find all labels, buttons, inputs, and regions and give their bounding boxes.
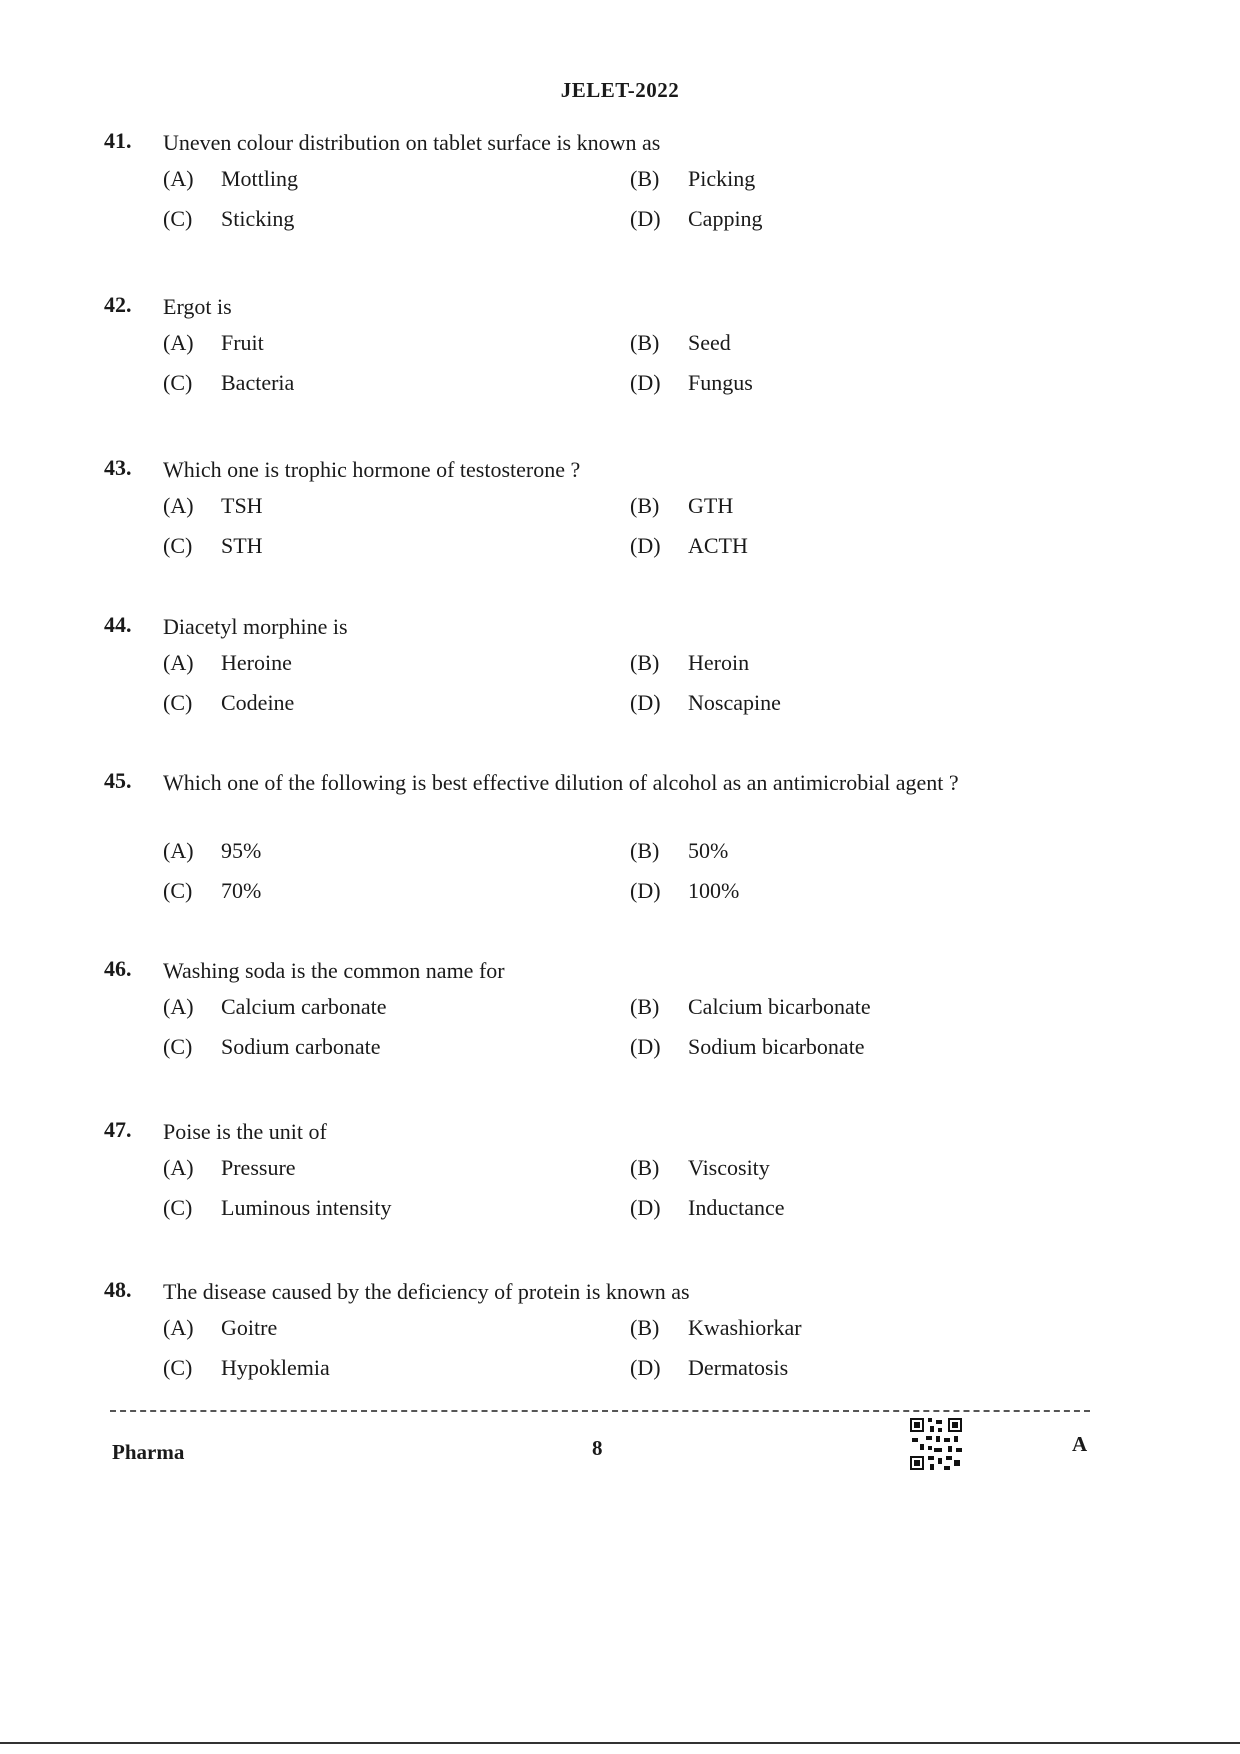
option-text: Noscapine bbox=[688, 690, 781, 715]
option-label: (B) bbox=[630, 1155, 660, 1180]
option-d bbox=[630, 370, 753, 396]
option-label: (C) bbox=[163, 1195, 193, 1220]
question-41 bbox=[0, 128, 1240, 231]
option-label: (B) bbox=[630, 330, 660, 355]
option-label: (A) bbox=[163, 1315, 194, 1340]
option-label: (C) bbox=[163, 878, 193, 903]
option-text: Heroin bbox=[688, 650, 750, 675]
option-text: Pressure bbox=[221, 1155, 296, 1180]
question-46 bbox=[0, 956, 1240, 1059]
question-text: Poise is the unit of bbox=[163, 1119, 327, 1144]
question-text: Uneven colour distribution on tablet surface is known as bbox=[163, 130, 661, 155]
option-text: STH bbox=[221, 533, 263, 558]
option-label: (D) bbox=[630, 878, 661, 903]
option-text: Fungus bbox=[688, 370, 753, 395]
option-label: (B) bbox=[630, 838, 660, 863]
option-d bbox=[630, 1195, 785, 1221]
option-text: 100% bbox=[688, 878, 740, 903]
option-b bbox=[630, 1315, 802, 1341]
option-label: (A) bbox=[163, 1155, 194, 1180]
option-text: GTH bbox=[688, 493, 734, 518]
option-text: Bacteria bbox=[221, 370, 295, 395]
question-text: Diacetyl morphine is bbox=[163, 614, 348, 639]
option-b bbox=[630, 330, 731, 356]
question-47 bbox=[0, 1117, 1240, 1220]
option-a bbox=[163, 994, 387, 1020]
option-a bbox=[163, 1155, 296, 1181]
question-42 bbox=[0, 292, 1240, 395]
option-a bbox=[163, 838, 261, 864]
option-label: (C) bbox=[163, 533, 193, 558]
option-label: (D) bbox=[630, 1355, 661, 1380]
option-text: Codeine bbox=[221, 690, 295, 715]
option-label: (A) bbox=[163, 838, 194, 863]
option-d bbox=[630, 690, 781, 716]
option-a bbox=[163, 330, 264, 356]
option-label: (A) bbox=[163, 994, 194, 1019]
option-c bbox=[163, 533, 263, 559]
question-number: 45. bbox=[104, 768, 132, 793]
option-text: Calcium bicarbonate bbox=[688, 994, 871, 1019]
option-label: (C) bbox=[163, 1355, 193, 1380]
option-label: (A) bbox=[163, 650, 194, 675]
question-48 bbox=[0, 1277, 1240, 1380]
option-c bbox=[163, 690, 294, 716]
option-text: Viscosity bbox=[688, 1155, 770, 1180]
option-text: Inductance bbox=[688, 1195, 785, 1220]
option-label: (C) bbox=[163, 206, 193, 231]
option-text: Calcium carbonate bbox=[221, 994, 387, 1019]
option-text: Hypoklemia bbox=[221, 1355, 330, 1380]
option-text: Heroine bbox=[221, 650, 292, 675]
option-label: (A) bbox=[163, 166, 194, 191]
option-text: 95% bbox=[221, 838, 262, 863]
option-text: ACTH bbox=[688, 533, 748, 558]
option-label: (B) bbox=[630, 650, 660, 675]
option-text: TSH bbox=[221, 493, 263, 518]
question-text: Which one is trophic hormone of testosterone ? bbox=[163, 457, 581, 482]
option-a bbox=[163, 650, 292, 676]
option-text: Kwashiorkar bbox=[688, 1315, 802, 1340]
option-label: (B) bbox=[630, 166, 660, 191]
option-label: (B) bbox=[630, 1315, 660, 1340]
option-c bbox=[163, 370, 294, 396]
option-label: (D) bbox=[630, 1034, 661, 1059]
option-d bbox=[630, 1034, 865, 1060]
qr-code-icon bbox=[908, 1416, 964, 1472]
option-c bbox=[163, 1355, 330, 1381]
option-label: (A) bbox=[163, 493, 194, 518]
option-label: (B) bbox=[630, 994, 660, 1019]
question-number: 42. bbox=[104, 292, 132, 317]
question-number: 46. bbox=[104, 956, 132, 981]
option-text: 70% bbox=[221, 878, 262, 903]
option-text: Seed bbox=[688, 330, 731, 355]
question-number: 41. bbox=[104, 128, 132, 153]
option-label: (D) bbox=[630, 370, 661, 395]
option-text: Sticking bbox=[221, 206, 295, 231]
page-header: JELET-2022 bbox=[560, 78, 680, 102]
option-label: (D) bbox=[630, 1195, 661, 1220]
option-a bbox=[163, 166, 298, 192]
option-text: Dermatosis bbox=[688, 1355, 789, 1380]
question-44 bbox=[0, 612, 1240, 715]
option-d bbox=[630, 878, 739, 904]
question-number: 48. bbox=[104, 1277, 132, 1302]
question-set-code: A bbox=[1072, 1432, 1088, 1456]
option-b bbox=[630, 493, 733, 519]
option-d bbox=[630, 533, 748, 559]
question-text: Which one of the following is best effective dilution of alcohol as an antimicrobial agent ? bbox=[163, 770, 959, 795]
option-label: (C) bbox=[163, 690, 193, 715]
option-label: (A) bbox=[163, 330, 194, 355]
option-text: Sodium carbonate bbox=[221, 1034, 381, 1059]
option-text: Capping bbox=[688, 206, 763, 231]
option-text: Luminous intensity bbox=[221, 1195, 392, 1220]
option-b bbox=[630, 838, 728, 864]
option-text: Picking bbox=[688, 166, 756, 191]
page-number: 8 bbox=[592, 1436, 603, 1460]
option-label: (D) bbox=[630, 206, 661, 231]
option-b bbox=[630, 650, 749, 676]
option-b bbox=[630, 166, 755, 192]
footer-divider bbox=[110, 1410, 1090, 1412]
option-a bbox=[163, 1315, 277, 1341]
question-number: 47. bbox=[104, 1117, 132, 1142]
option-text: Goitre bbox=[221, 1315, 278, 1340]
question-43 bbox=[0, 455, 1240, 558]
question-text: Washing soda is the common name for bbox=[163, 958, 505, 983]
option-c bbox=[163, 206, 294, 232]
option-b bbox=[630, 994, 871, 1020]
option-b bbox=[630, 1155, 770, 1181]
option-text: Sodium bicarbonate bbox=[688, 1034, 865, 1059]
question-45 bbox=[0, 768, 1240, 903]
option-label: (C) bbox=[163, 1034, 193, 1059]
page-bottom-border bbox=[0, 1742, 1240, 1744]
question-number: 44. bbox=[104, 612, 132, 637]
option-text: 50% bbox=[688, 838, 729, 863]
option-label: (D) bbox=[630, 533, 661, 558]
option-label: (D) bbox=[630, 690, 661, 715]
option-c bbox=[163, 1195, 392, 1221]
question-number: 43. bbox=[104, 455, 132, 480]
option-c bbox=[163, 1034, 380, 1060]
option-text: Mottling bbox=[221, 166, 299, 191]
question-text: The disease caused by the deficiency of protein is known as bbox=[163, 1279, 690, 1304]
option-a bbox=[163, 493, 263, 519]
question-text: Ergot is bbox=[163, 294, 232, 319]
subject-label: Pharma bbox=[112, 1440, 185, 1464]
option-c bbox=[163, 878, 261, 904]
option-label: (B) bbox=[630, 493, 660, 518]
option-d bbox=[630, 206, 763, 232]
option-d bbox=[630, 1355, 788, 1381]
option-label: (C) bbox=[163, 370, 193, 395]
option-text: Fruit bbox=[221, 330, 264, 355]
